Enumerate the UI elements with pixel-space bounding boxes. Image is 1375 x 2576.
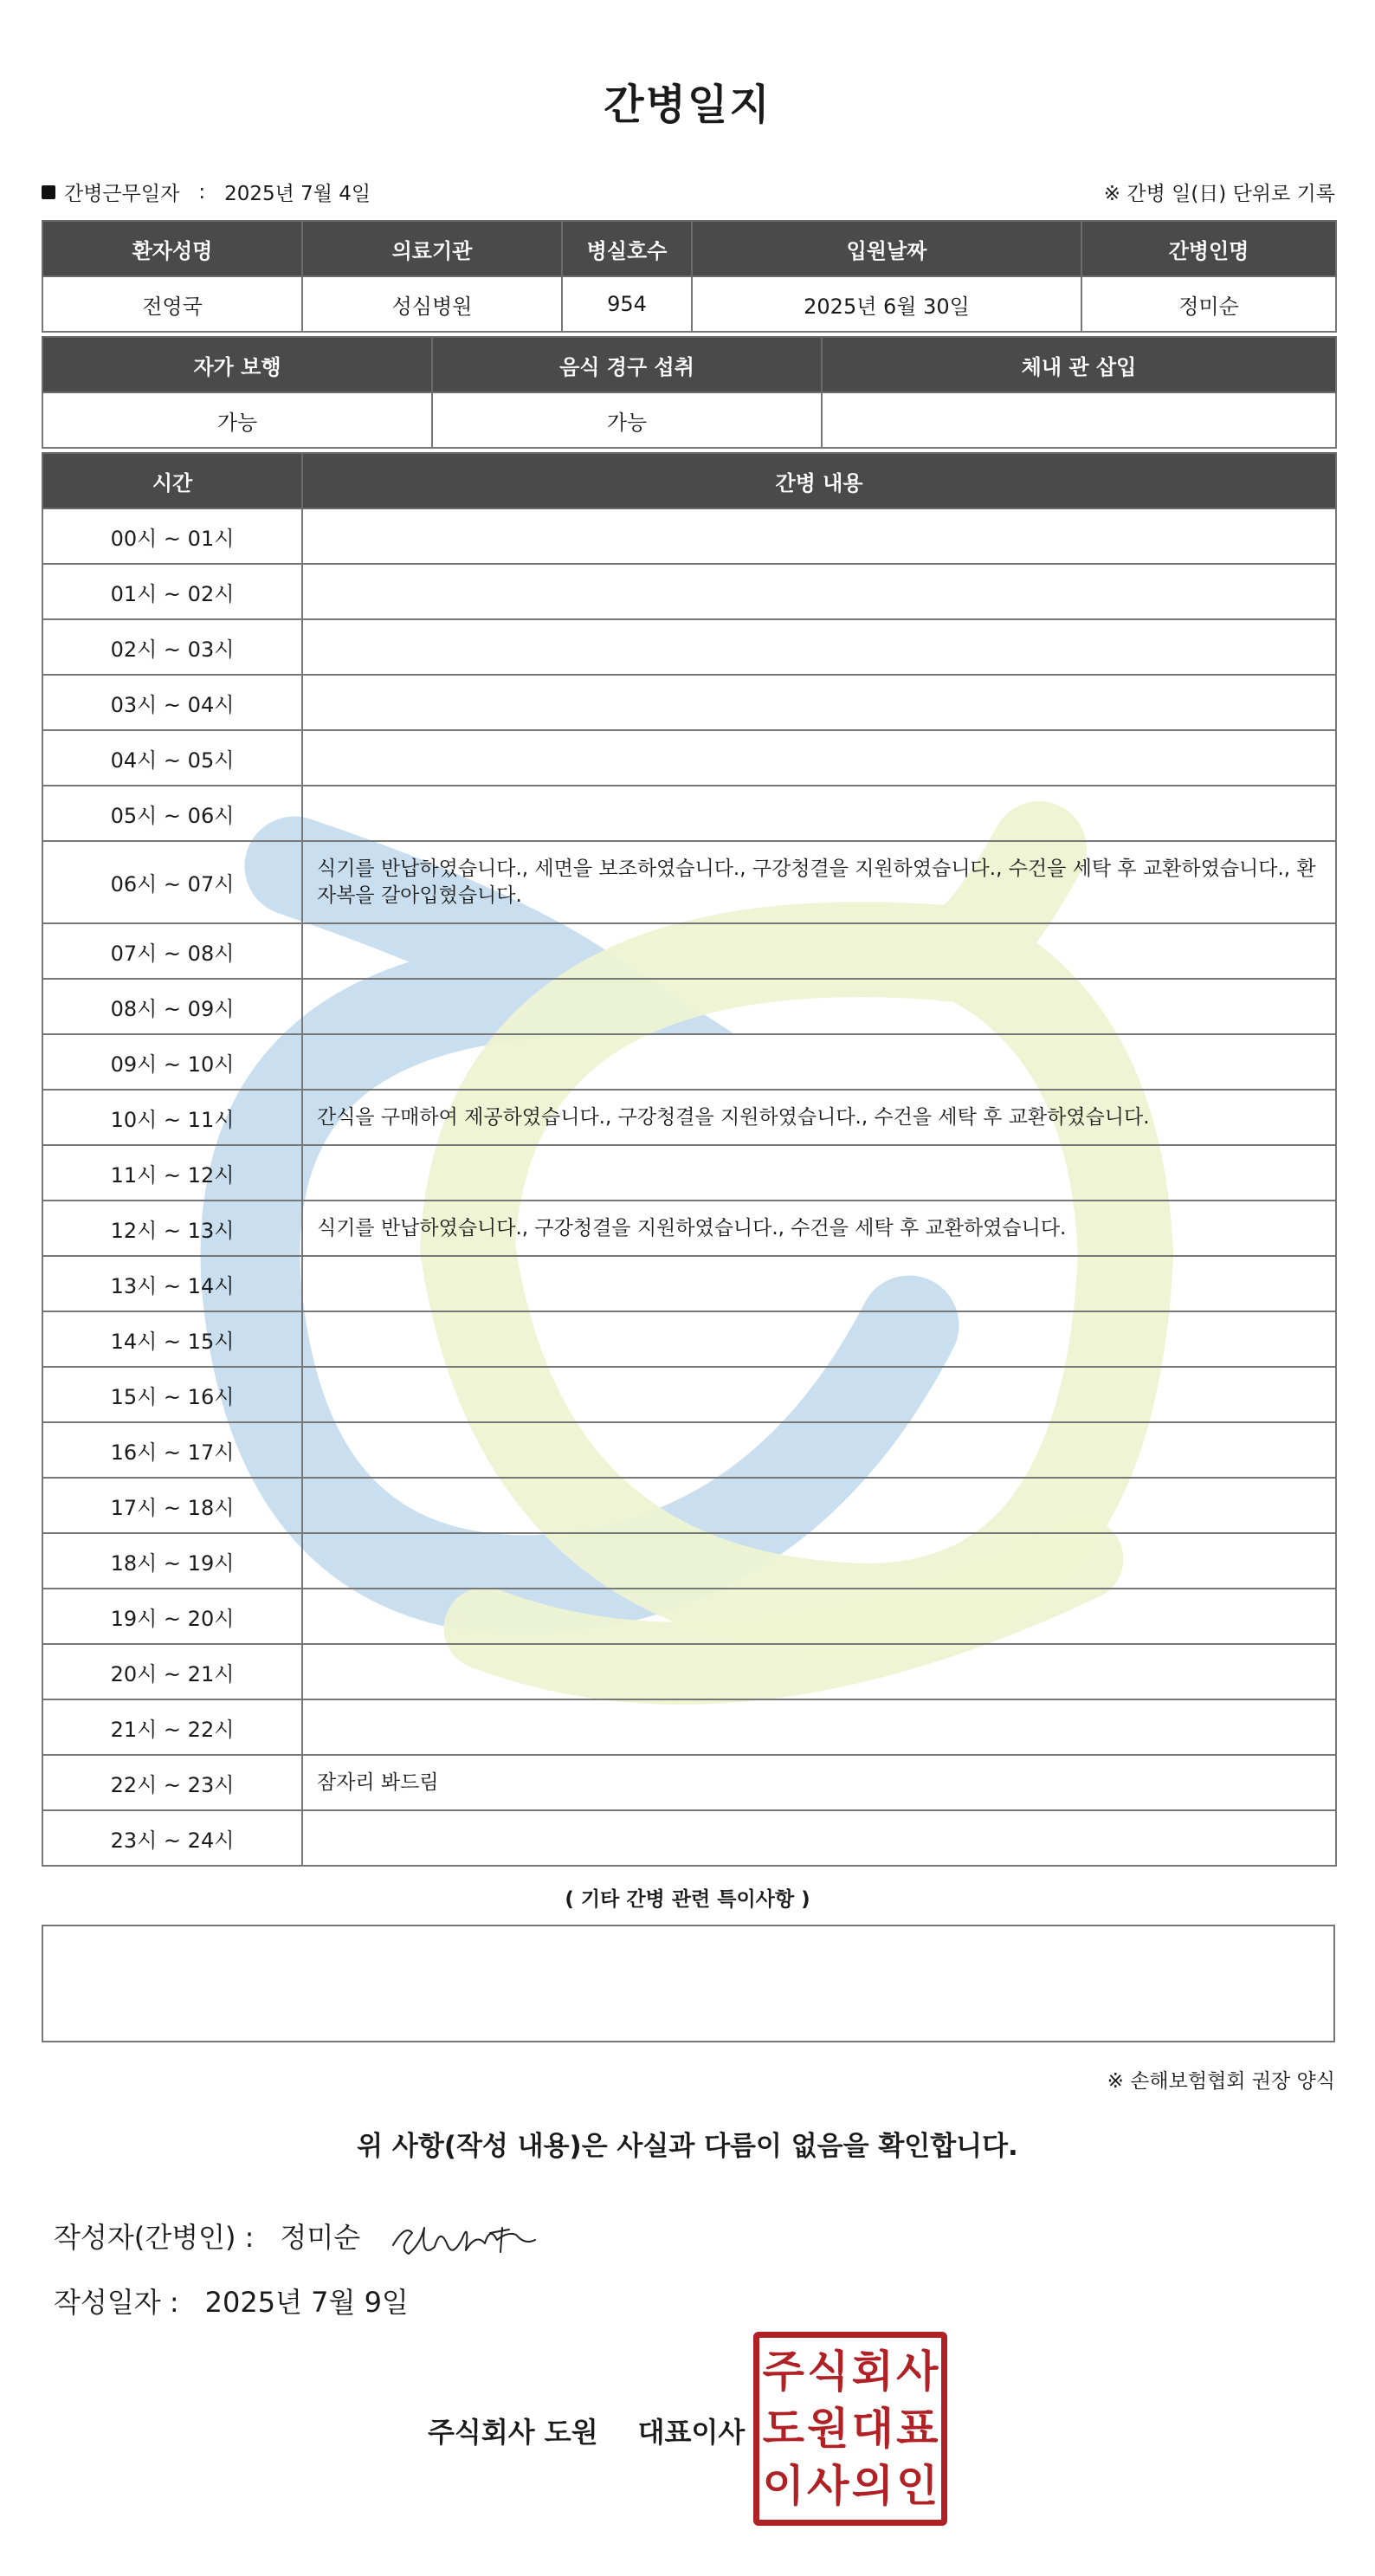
time-slot: 02시 ~ 03시 xyxy=(42,619,302,675)
care-content xyxy=(302,1644,1336,1699)
seal-char: 회 xyxy=(851,2346,894,2397)
page-title: 간병일지 xyxy=(604,81,771,129)
table-row xyxy=(42,923,1336,979)
table-row xyxy=(42,276,1336,332)
table-row xyxy=(42,1090,1336,1145)
time-slot: 18시 ~ 19시 xyxy=(42,1533,302,1589)
time-slot: 17시 ~ 18시 xyxy=(42,1478,302,1533)
header-care-content: 간병 내용 xyxy=(302,453,1336,508)
care-content: 식기를 반납하였습니다., 세면을 보조하였습니다., 구강청결을 지원하였습니다., 수건을 세탁 후 교환하였습니다., 환자복을 갈아입혔습니다. xyxy=(302,841,1336,923)
header-time: 시간 xyxy=(42,453,302,508)
table-row xyxy=(42,1367,1336,1422)
care-content xyxy=(302,508,1336,564)
care-content xyxy=(302,1810,1336,1866)
work-date-label: 간병근무일자 xyxy=(64,183,180,205)
time-slot: 19시 ~ 20시 xyxy=(42,1589,302,1644)
care-content xyxy=(302,1699,1336,1755)
confirmation-statement: 위 사항(작성 내용)은 사실과 다름이 없음을 확인합니다. xyxy=(357,2131,1018,2162)
care-content xyxy=(302,1311,1336,1367)
work-date-row xyxy=(42,178,371,206)
time-slot: 23시 ~ 24시 xyxy=(42,1810,302,1866)
seal-char: 원 xyxy=(807,2404,849,2454)
care-content xyxy=(302,564,1336,619)
header-self-walking: 자가 보행 xyxy=(42,337,432,392)
care-content xyxy=(302,1422,1336,1478)
header-oral-intake: 음식 경구 섭취 xyxy=(432,337,822,392)
time-slot: 16시 ~ 17시 xyxy=(42,1422,302,1478)
time-slot: 14시 ~ 15시 xyxy=(42,1311,302,1367)
special-notes-box xyxy=(42,1925,1335,2042)
company-name: 주식회사 도원 xyxy=(428,2416,598,2449)
table-row xyxy=(42,1589,1336,1644)
header-caregiver-name: 간병인명 xyxy=(1081,221,1336,276)
time-slot: 13시 ~ 14시 xyxy=(42,1256,302,1311)
table-header-row xyxy=(42,337,1336,392)
care-content: 잠자리 봐드림 xyxy=(302,1755,1336,1810)
oral-intake-value: 가능 xyxy=(432,392,822,448)
patient-info-table xyxy=(42,220,1337,333)
time-slot: 06시 ~ 07시 xyxy=(42,841,302,923)
writer-label: 작성자(간병인) : xyxy=(54,2221,255,2254)
written-date-row xyxy=(54,2281,409,2320)
time-slot: 20시 ~ 21시 xyxy=(42,1644,302,1699)
care-content xyxy=(302,730,1336,786)
table-row xyxy=(42,564,1336,619)
hospital-name: 성심병원 xyxy=(302,276,562,332)
time-slot: 12시 ~ 13시 xyxy=(42,1201,302,1256)
bullet-square-icon xyxy=(42,185,55,199)
time-slot: 09시 ~ 10시 xyxy=(42,1034,302,1090)
time-slot: 08시 ~ 09시 xyxy=(42,979,302,1034)
table-row xyxy=(42,1422,1336,1478)
written-date-label: 작성일자 : xyxy=(54,2286,179,2319)
care-content xyxy=(302,675,1336,730)
time-slot: 15시 ~ 16시 xyxy=(42,1367,302,1422)
colon-separator: : xyxy=(198,180,206,204)
seal-char: 대 xyxy=(851,2404,894,2454)
time-slot: 07시 ~ 08시 xyxy=(42,923,302,979)
time-slot: 10시 ~ 11시 xyxy=(42,1090,302,1145)
header-room-number: 병실호수 xyxy=(562,221,692,276)
company-signoff xyxy=(428,2411,745,2450)
time-slot: 00시 ~ 01시 xyxy=(42,508,302,564)
header-hospital: 의료기관 xyxy=(302,221,562,276)
handwritten-signature xyxy=(386,2209,542,2268)
care-content: 간식을 구매하여 제공하였습니다., 구강청결을 지원하였습니다., 수건을 세탁 후 교환하였습니다. xyxy=(302,1090,1336,1145)
table-row xyxy=(42,1644,1336,1699)
seal-char: 식 xyxy=(807,2346,849,2397)
care-content xyxy=(302,1533,1336,1589)
time-slot: 04시 ~ 05시 xyxy=(42,730,302,786)
tube-insertion-value xyxy=(822,392,1336,448)
table-row xyxy=(42,841,1336,923)
table-row xyxy=(42,392,1336,448)
work-date-value: 2025년 7월 4일 xyxy=(224,183,371,205)
admission-date: 2025년 6월 30일 xyxy=(692,276,1081,332)
time-slot: 11시 ~ 12시 xyxy=(42,1145,302,1201)
care-content xyxy=(302,1034,1336,1090)
seal-char: 주 xyxy=(762,2346,804,2397)
care-content xyxy=(302,1367,1336,1422)
time-slot: 05시 ~ 06시 xyxy=(42,786,302,841)
care-content xyxy=(302,786,1336,841)
care-log-table xyxy=(42,452,1337,1867)
unit-note: ※ 간병 일(日) 단위로 기록 xyxy=(1103,183,1335,205)
company-seal-stamp xyxy=(753,2332,947,2526)
care-content xyxy=(302,923,1336,979)
care-content xyxy=(302,979,1336,1034)
time-slot: 03시 ~ 04시 xyxy=(42,675,302,730)
header-tube-insertion: 체내 관 삽입 xyxy=(822,337,1336,392)
table-row xyxy=(42,1478,1336,1533)
form-source-note: ※ 손해보험협회 권장 양식 xyxy=(1107,2070,1335,2093)
seal-char: 이 xyxy=(762,2461,804,2511)
seal-char: 인 xyxy=(896,2461,939,2511)
table-row xyxy=(42,1699,1336,1755)
seal-char: 표 xyxy=(896,2404,939,2454)
table-row xyxy=(42,1256,1336,1311)
seal-char: 사 xyxy=(896,2346,939,2397)
self-walking-value: 가능 xyxy=(42,392,432,448)
seal-row xyxy=(761,2403,939,2455)
table-row xyxy=(42,508,1336,564)
patient-name: 전영국 xyxy=(42,276,302,332)
table-header-row xyxy=(42,453,1336,508)
written-date-value: 2025년 7월 9일 xyxy=(204,2286,409,2319)
care-content: 식기를 반납하였습니다., 구강청결을 지원하였습니다., 수건을 세탁 후 교환하였습니다. xyxy=(302,1201,1336,1256)
table-row xyxy=(42,675,1336,730)
table-row xyxy=(42,1755,1336,1810)
special-notes-heading: ( 기타 간병 관련 특이사항 ) xyxy=(565,1888,810,1911)
table-row xyxy=(42,1145,1336,1201)
table-row xyxy=(42,619,1336,675)
table-row xyxy=(42,979,1336,1034)
time-slot: 22시 ~ 23시 xyxy=(42,1755,302,1810)
writer-name: 정미순 xyxy=(280,2221,361,2254)
care-content xyxy=(302,1145,1336,1201)
seal-char: 사 xyxy=(807,2461,849,2511)
care-content xyxy=(302,1478,1336,1533)
table-row xyxy=(42,1201,1336,1256)
seal-row xyxy=(761,2346,939,2398)
time-slot: 01시 ~ 02시 xyxy=(42,564,302,619)
writer-row xyxy=(54,2216,360,2256)
header-admission-date: 입원날짜 xyxy=(692,221,1081,276)
caregiver-name: 정미순 xyxy=(1081,276,1336,332)
care-content xyxy=(302,1589,1336,1644)
table-row xyxy=(42,1810,1336,1866)
care-content xyxy=(302,1256,1336,1311)
room-number: 954 xyxy=(562,276,692,332)
header-patient-name: 환자성명 xyxy=(42,221,302,276)
table-row xyxy=(42,786,1336,841)
table-header-row xyxy=(42,221,1336,276)
table-row xyxy=(42,1311,1336,1367)
table-row xyxy=(42,730,1336,786)
seal-row xyxy=(761,2460,939,2512)
table-row xyxy=(42,1533,1336,1589)
care-content xyxy=(302,619,1336,675)
seal-char: 도 xyxy=(762,2404,804,2454)
seal-char: 의 xyxy=(851,2461,894,2511)
time-slot: 21시 ~ 22시 xyxy=(42,1699,302,1755)
patient-ability-table xyxy=(42,336,1337,449)
table-row xyxy=(42,1034,1336,1090)
representative-title: 대표이사 xyxy=(637,2416,746,2449)
